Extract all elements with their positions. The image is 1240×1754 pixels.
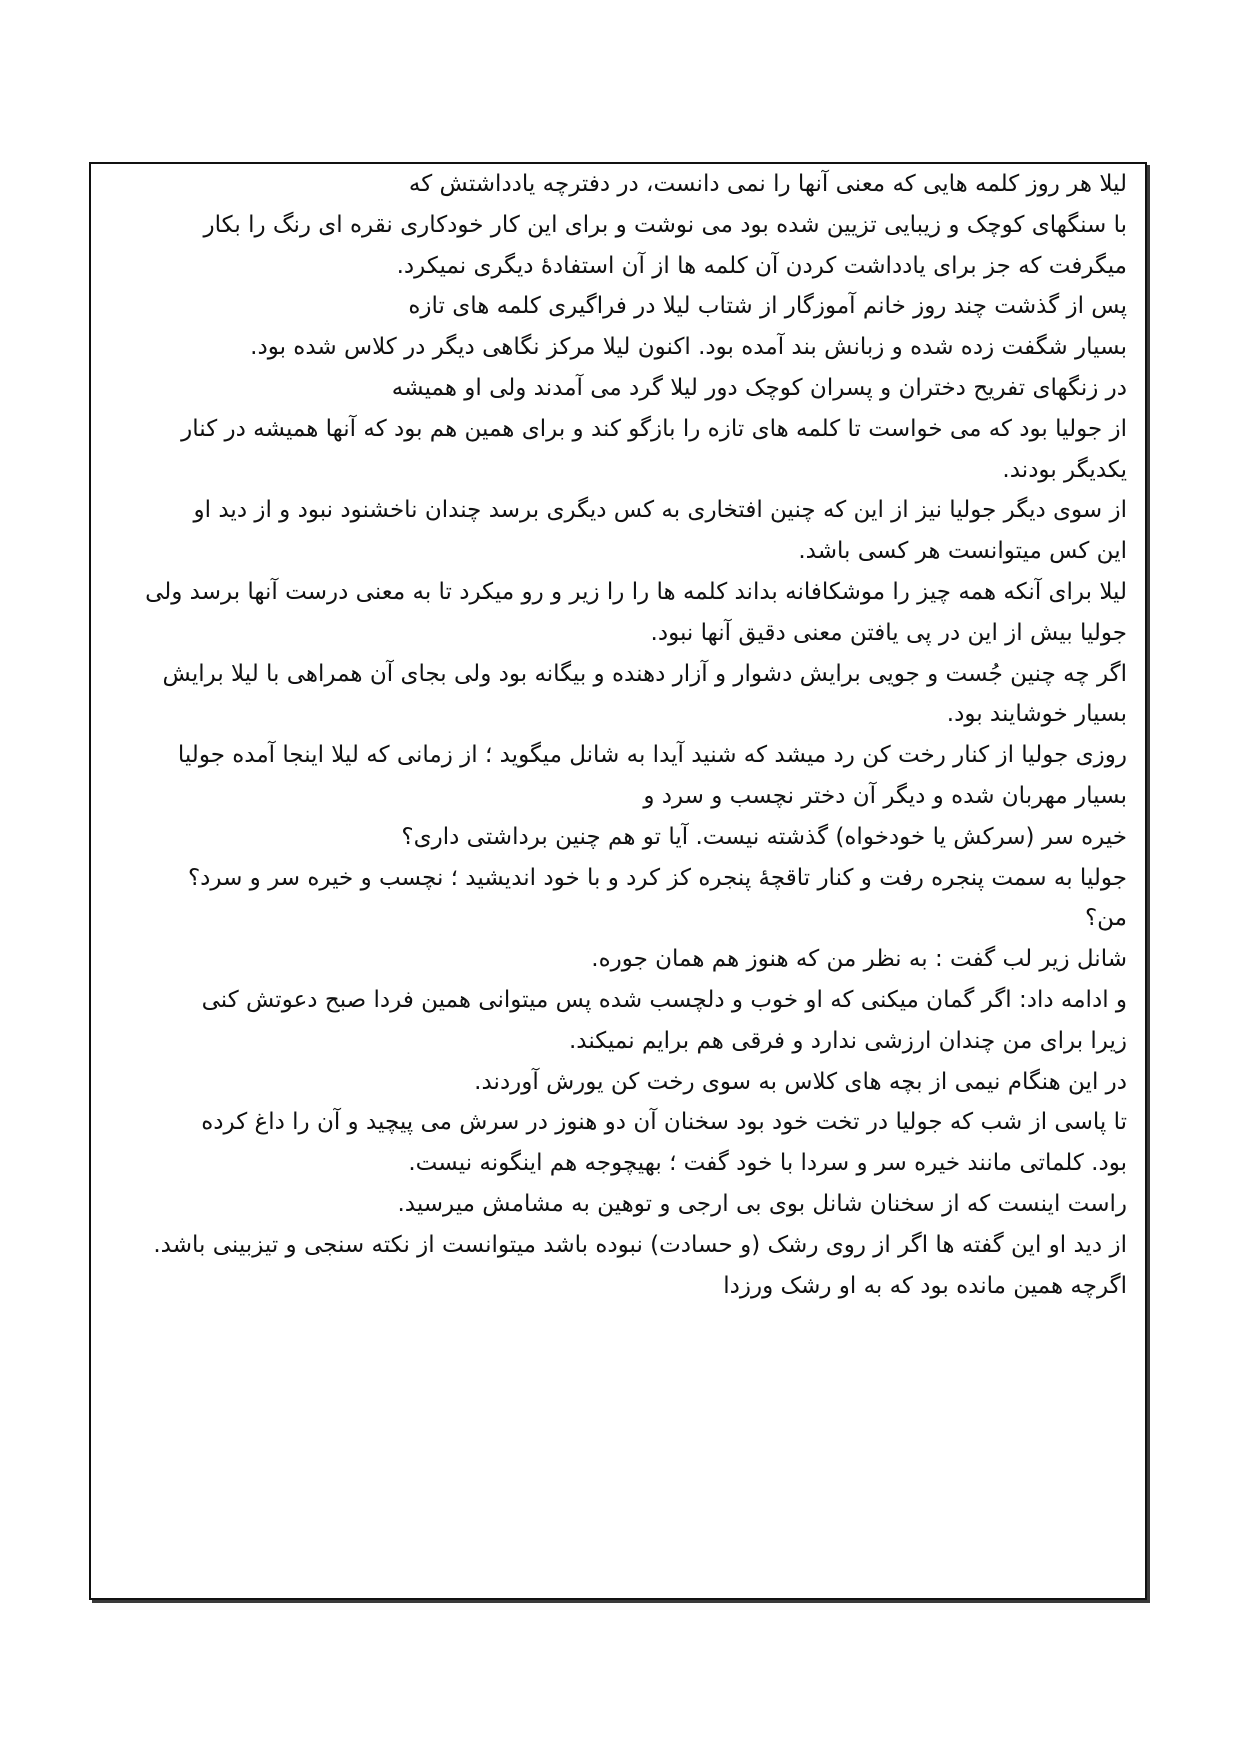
text-line: اگر چه چنین جُست و جویی برایش دشوار و آزار دهنده و بیگانه بود ولی بجای آن همراهی با لیلا برایش [162, 660, 1127, 687]
text-line: اگرچه همین مانده بود که به او رشک ورزدا [723, 1272, 1127, 1299]
text-line: من؟ [1084, 905, 1127, 932]
text-line: لیلا برای آنکه همه چیز را موشکافانه بداند کلمه ها را را زیر و رو میکرد تا به معنی درست آنها برسد ولی [145, 578, 1127, 605]
text-line: در این هنگام نیمی از بچه های کلاس به سوی رخت کن یورش آوردند. [474, 1068, 1127, 1095]
text-line: میگرفت که جز برای یادداشت کردن آن کلمه ها از آن استفادۀ دیگری نمیکرد. [396, 252, 1127, 279]
text-line: بسیار مهربان شده و دیگر آن دختر نچسب و سرد و [643, 782, 1127, 809]
text-line: جولیا بیش از این در پی یافتن معنی دقیق آنها نبود. [650, 619, 1127, 646]
text-line: در زنگهای تفریح دختران و پسران کوچک دور لیلا گرد می آمدند ولی او همیشه [391, 374, 1127, 401]
text-line: زیرا برای من چندان ارزشی ندارد و فرقی هم برایم نمیکند. [568, 1027, 1127, 1054]
text-line: تا پاسی از شب که جولیا در تخت خود بود سخنان آن دو هنوز در سرش می پیچید و آن را داغ کرده [201, 1109, 1127, 1136]
text-line: لیلا هر روز کلمه هایی که معنی آنها را نمی دانست، در دفترچه یادداشتش که [408, 171, 1127, 197]
text-line: از سوی دیگر جولیا نیز از این که چنین افتخاری به کس دیگری برسد چندان ناخشنود نبود و از دید او [193, 497, 1127, 524]
story-text [113, 164, 1127, 1306]
text-line: بود. کلماتی مانند خیره سر و سردا با خود گفت ؛ بهیچوجه هم اینگونه نیست. [408, 1150, 1127, 1177]
text-line: روزی جولیا از کنار رخت کن رد میشد که شنید آیدا به شانل میگوید ؛ از زمانی که لیلا اینجا آمده جولیا [177, 742, 1127, 769]
text-line: جولیا به سمت پنجره رفت و کنار تاقچۀ پنجره کز کرد و با خود اندیشید ؛ نچسب و خیره سر و سرد؟ [187, 864, 1127, 891]
text-line: بسیار خوشایند بود. [946, 701, 1127, 728]
text-line: پس از گذشت چند روز خانم آموزگار از شتاب لیلا در فراگیری کلمه های تازه [408, 293, 1127, 320]
text-line: با سنگهای کوچک و زیبایی تزیین شده بود می نوشت و برای این کار خودکاری نقره ای رنگ را بکار [203, 211, 1127, 238]
text-line: شانل زیر لب گفت : به نظر من که هنوز هم همان جوره. [591, 946, 1127, 973]
text-line: خیره سر (سرکش یا خودخواه) گذشته نیست. آیا تو هم چنین برداشتی داری؟ [401, 823, 1127, 850]
text-line: راست اینست که از سخنان شانل بوی بی ارجی و توهین به مشامش میرسید. [397, 1190, 1127, 1217]
text-line: بسیار شگفت زده شده و زبانش بند آمده بود. اکنون لیلا مرکز نگاهی دیگر در کلاس شده بود. [250, 334, 1127, 361]
text-frame [89, 162, 1147, 1600]
text-line: از جولیا بود که می خواست تا کلمه های تازه را بازگو کند و برای همین هم بود که آنها همیشه در کنار [181, 415, 1127, 442]
text-line: یکدیگر بودند. [1002, 456, 1127, 483]
text-line: از دید او این گفته ها اگر از روی رشک (و حسادت) نبوده باشد میتوانست از نکته سنجی و تیزبینی باشد. [153, 1231, 1127, 1258]
text-line: این کس میتوانست هر کسی باشد. [798, 538, 1127, 565]
text-line: و ادامه داد: اگر گمان میکنی که او خوب و دلچسب شده پس میتوانی همین فردا صبح دعوتش کنی [201, 986, 1127, 1013]
